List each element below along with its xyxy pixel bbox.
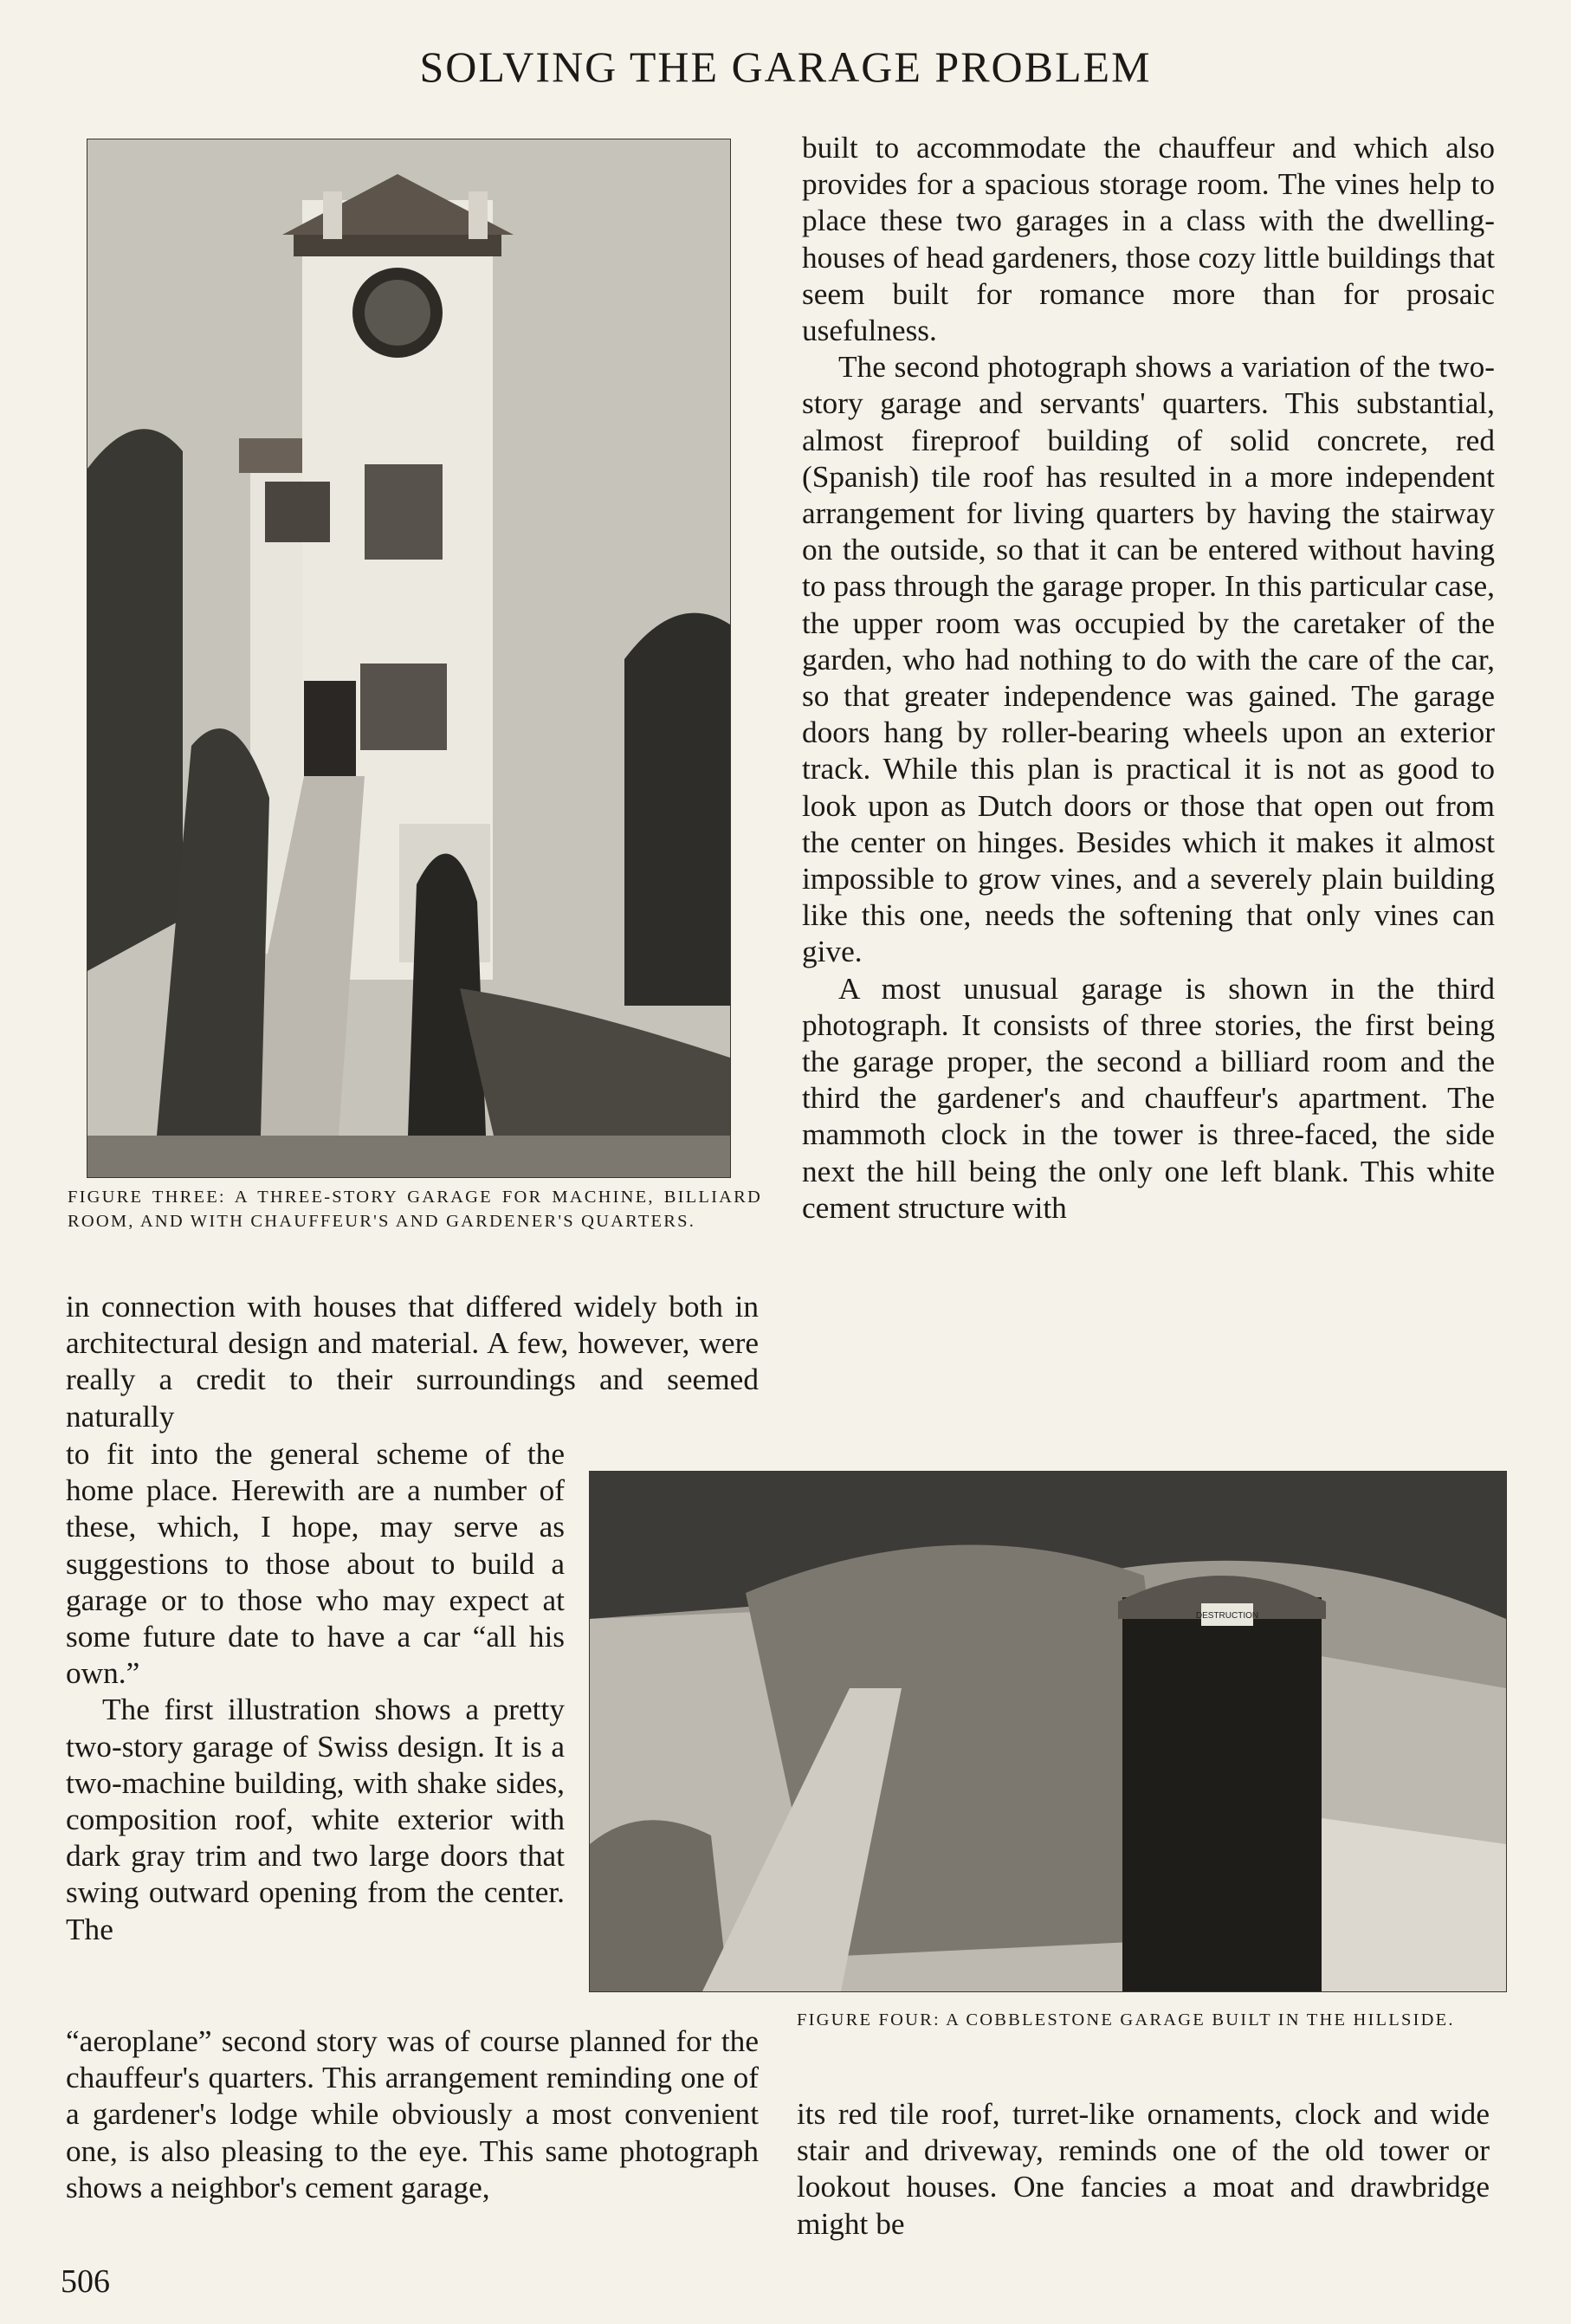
figure-four-photo: [589, 1471, 1507, 1992]
left-column-bottom: [66, 2023, 759, 2206]
paragraph: A most unusual garage is shown in the third photograph. It consists of three stories, the first being the garage proper, the second a billiard room and the third the gardener's and chauffeur's apartment. The mammoth clock in the tower is three-faced, the side next the hill being the only one left blank. This white cement structure with: [802, 971, 1495, 1225]
paragraph: The second photograph shows a variation of the two-story garage and servants' quarters. This substantial, almost fireproof building of solid concrete, red (Spanish) tile roof has resulted in a more independent arrangement for living quarters by having the stairway on the outside, so that it can be entered without having to pass through the garage proper. In this particular case, the upper room was occupied by the caretaker of the garden, who had nothing to do with the care of the car, so that greater independence was gained. The garage doors hang by roller-bearing wheels upon an exterior track. While this plan is practical it is not as good to look upon as Dutch doors or those that open out from the center on hinges. Besides which it makes it almost impossible to grow vines, and a severely plain building like this one, needs the softening that only vines can give.: [802, 350, 1495, 969]
page-title: SOLVING THE GARAGE PROBLEM: [419, 42, 1152, 91]
garage-sign-text: DESTRUCTION: [1195, 1611, 1259, 1621]
paragraph: built to accommodate the chauffeur and which also provides for a spacious storage room. The vines help to place these two garages in a class with the dwelling-houses of head gardeners, those cozy little buildings that seem built for romance more than for prosaic usefulness.: [802, 131, 1495, 348]
paragraph: its red tile roof, turret-like ornaments, clock and wide stair and driveway, reminds one of the old tower or lookout houses. One fancies a moat and drawbridge might be: [797, 2097, 1490, 2241]
figure-three-photo: [87, 139, 731, 1178]
paragraph: The first illustration shows a pretty two-story garage of Swiss design. It is a two-machine building, with shake sides, composition roof, white exterior with dark gray trim and two large doors that swing outward opening from the center. The: [66, 1693, 565, 1946]
page-number: 506: [61, 2263, 110, 2300]
figure-three-caption: FIGURE THREE: A THREE-STORY GARAGE FOR MACHINE, BILLIARD ROOM, AND WITH CHAUFFEUR'S AND GARDENER'S QUARTERS.: [68, 1188, 762, 1231]
cobblestone-garage-illustration: [590, 1472, 1506, 1991]
right-column-top: [802, 130, 1495, 1227]
left-column-middle: [66, 1289, 759, 1435]
paragraph: to fit into the general scheme of the home place. Herewith are a number of these, which, I hope, may serve as suggestions to those about to build a garage or to those who may expect at some future date to have a car “all his own.”: [66, 1437, 565, 1691]
figure-four-caption: FIGURE FOUR: A COBBLESTONE GARAGE BUILT IN THE HILLSIDE.: [797, 2010, 1455, 2029]
paragraph: in connection with houses that differed widely both in architectural design and material. A few, however, were really a credit to their surroundings and seemed naturally: [66, 1290, 759, 1434]
left-column-narrow: [66, 1436, 565, 1948]
right-column-bottom: [797, 2096, 1490, 2243]
tower-garage-illustration: [87, 139, 730, 1177]
paragraph: “aeroplane” second story was of course planned for the chauffeur's quarters. This arrangement reminding one of a gardener's lodge while obviously a most convenient one, is also pleasing to the eye. This same photograph shows a neighbor's cement garage,: [66, 2024, 759, 2204]
